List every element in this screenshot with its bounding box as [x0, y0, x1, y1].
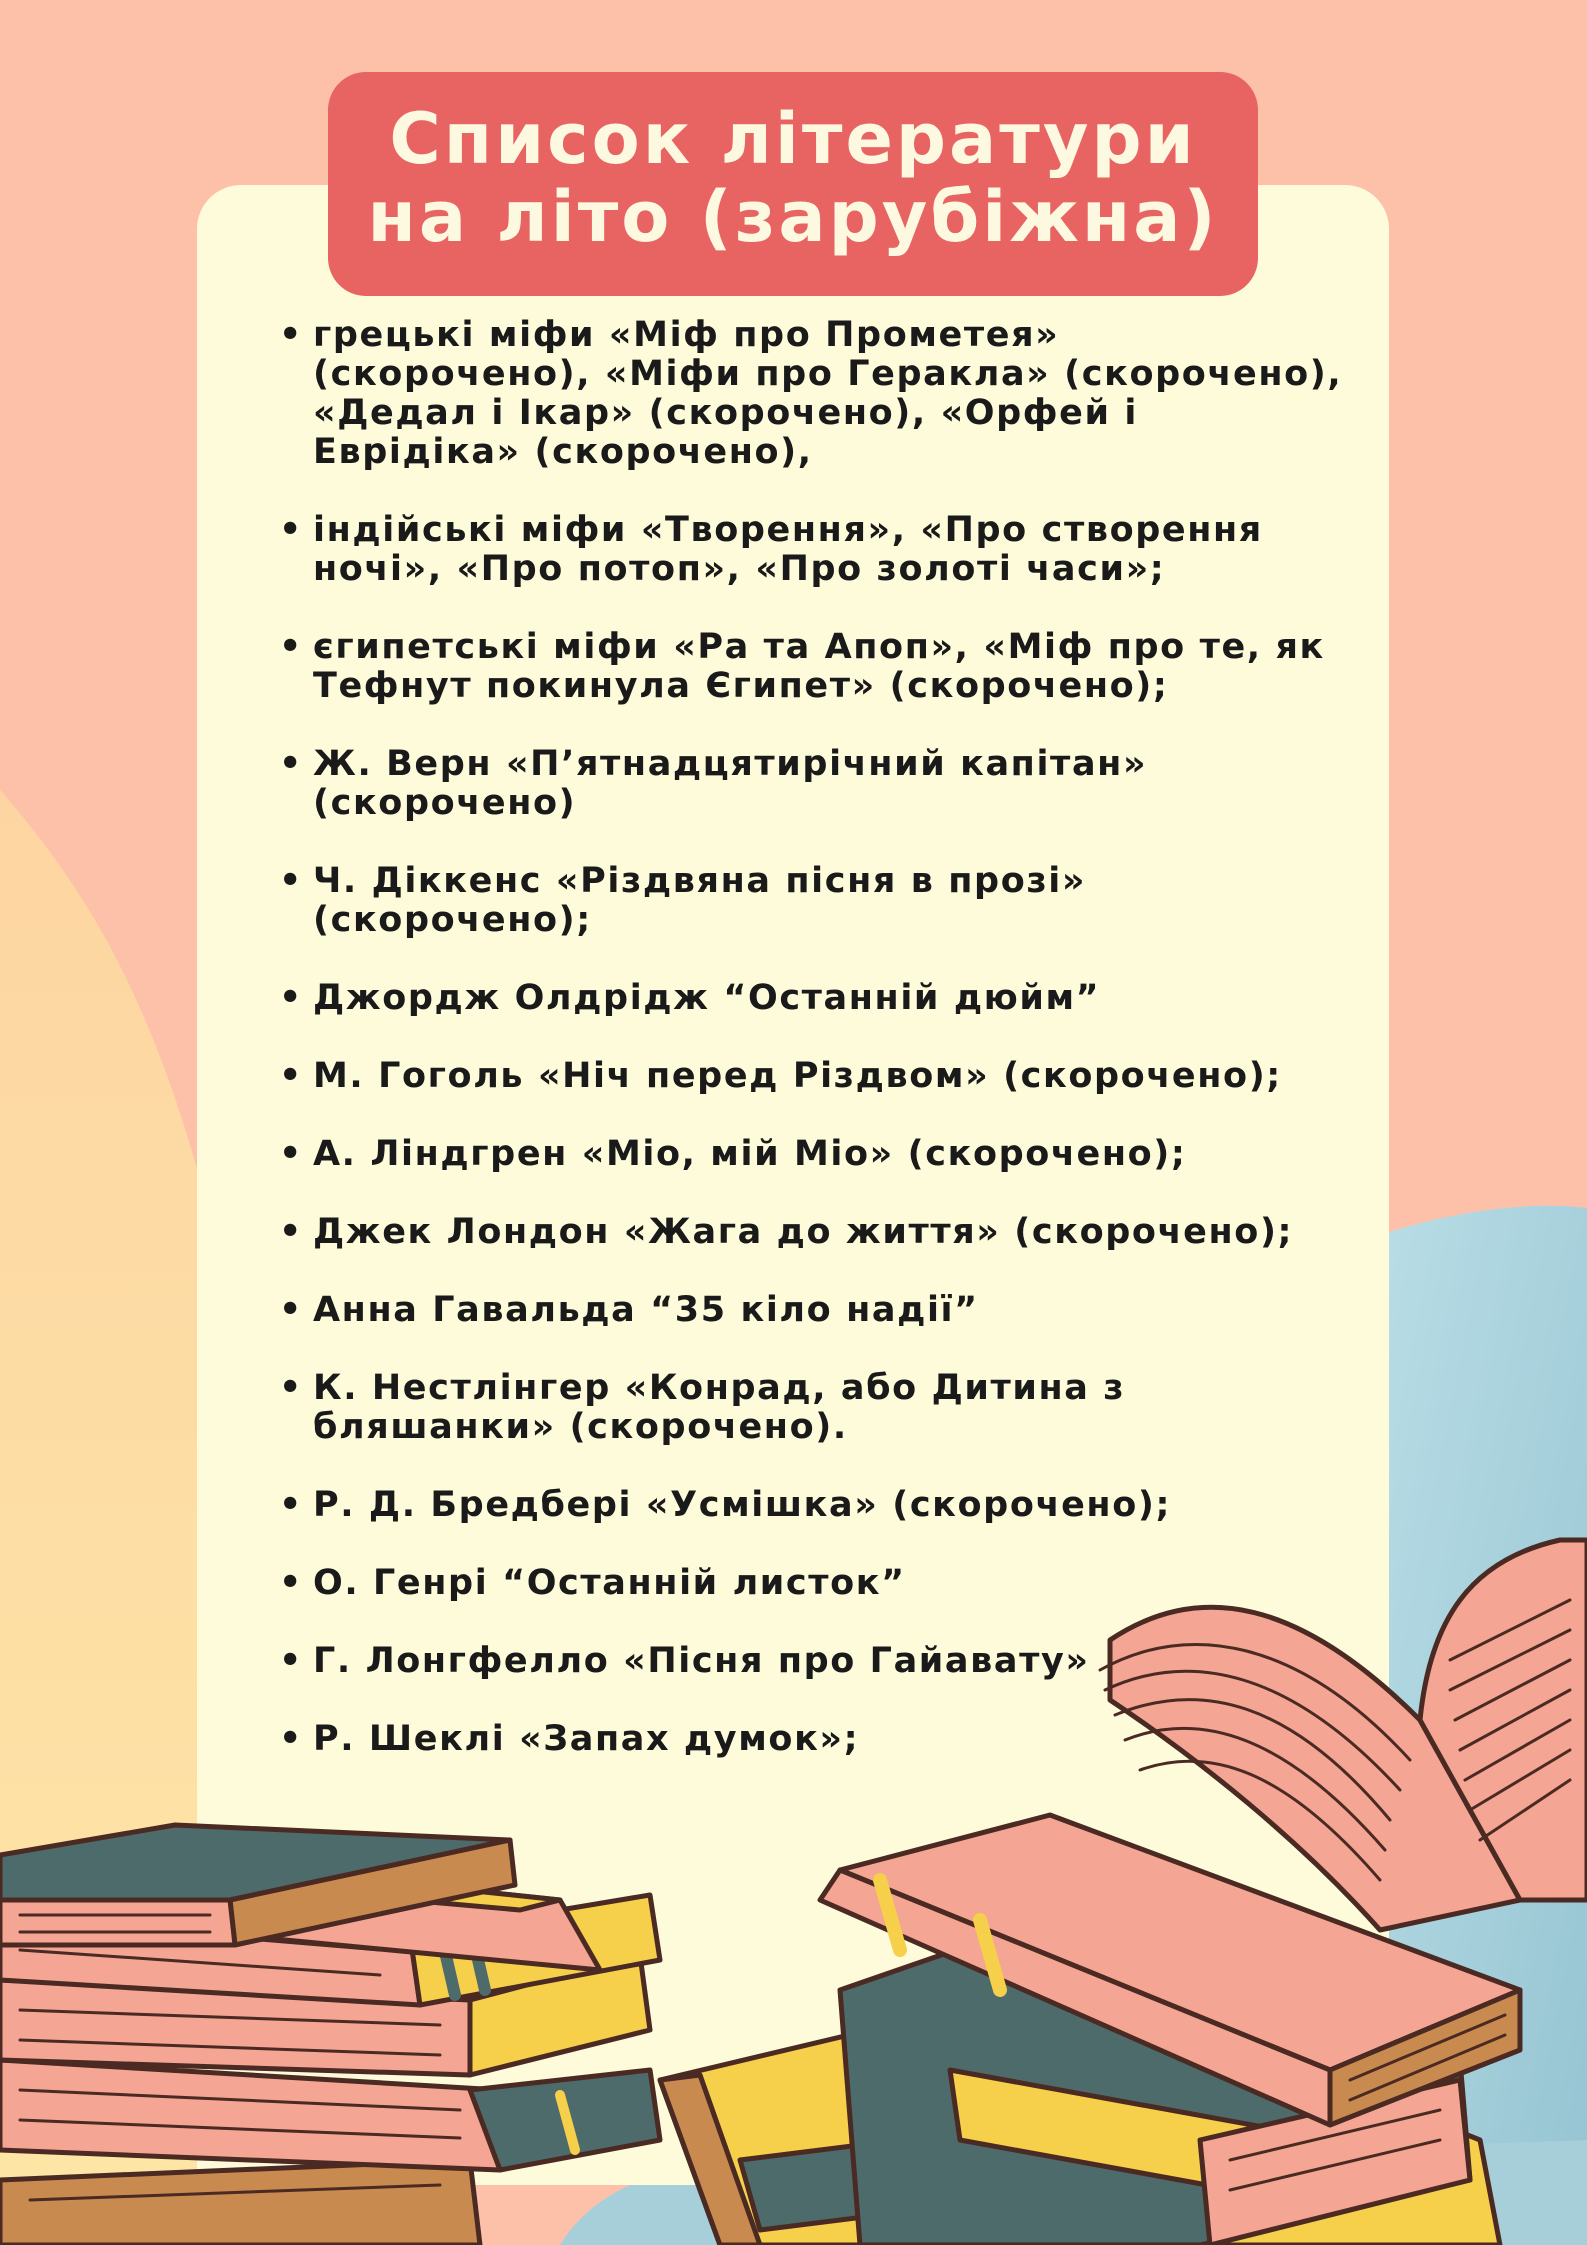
list-item: • К. Нестлінгер «Конрад, або Дитина з бляшанки» (скорочено).: [275, 1369, 1345, 1447]
title-line-1: Список літератури: [389, 98, 1197, 180]
list-item: • єгипетські міфи «Ра та Апоп», «Міф про те, як Тефнут покинула Єгипет» (скорочено);: [275, 628, 1345, 706]
left-stack-book-bottom: [0, 2160, 480, 2245]
list-item: • Анна Гавальда “35 кіло надії”: [275, 1291, 1345, 1330]
list-item: • Джордж Олдрідж “Останній дюйм”: [275, 979, 1345, 1018]
list-item: • М. Гоголь «Ніч перед Різдвом» (скорочено);: [275, 1057, 1345, 1096]
list-item: • Джек Лондон «Жага до життя» (скорочено);: [275, 1213, 1345, 1252]
list-item: • Р. Шеклі «Запах думок»;: [275, 1720, 1345, 1759]
list-item: • грецькі міфи «Міф про Прометея» (скорочено), «Міфи про Геракла» (скорочено), «Дедал і Ікар» (скорочено), «Орфей і Еврідіка» (скорочено),: [275, 316, 1345, 472]
list-item: • Ч. Діккенс «Різдвяна пісня в прозі» (скорочено);: [275, 862, 1345, 940]
list-item: • Р. Д. Бредбері «Усмішка» (скорочено);: [275, 1486, 1345, 1525]
list-item: • Ж. Верн «П’ятнадцятирічний капітан» (скорочено): [275, 745, 1345, 823]
list-item: • А. Ліндгрен «Міо, мій Міо» (скорочено);: [275, 1135, 1345, 1174]
list-item: • Г. Лонгфелло «Пісня про Гайавату»: [275, 1642, 1345, 1681]
list-item: • індійські міфи «Творення», «Про створення ночі», «Про потоп», «Про золоті часи»;: [275, 511, 1345, 589]
title-line-2: на літо (зарубіжна): [367, 176, 1219, 258]
list-item: • О. Генрі “Останній листок”: [275, 1564, 1345, 1603]
left-stack-book-4: [0, 2060, 660, 2170]
